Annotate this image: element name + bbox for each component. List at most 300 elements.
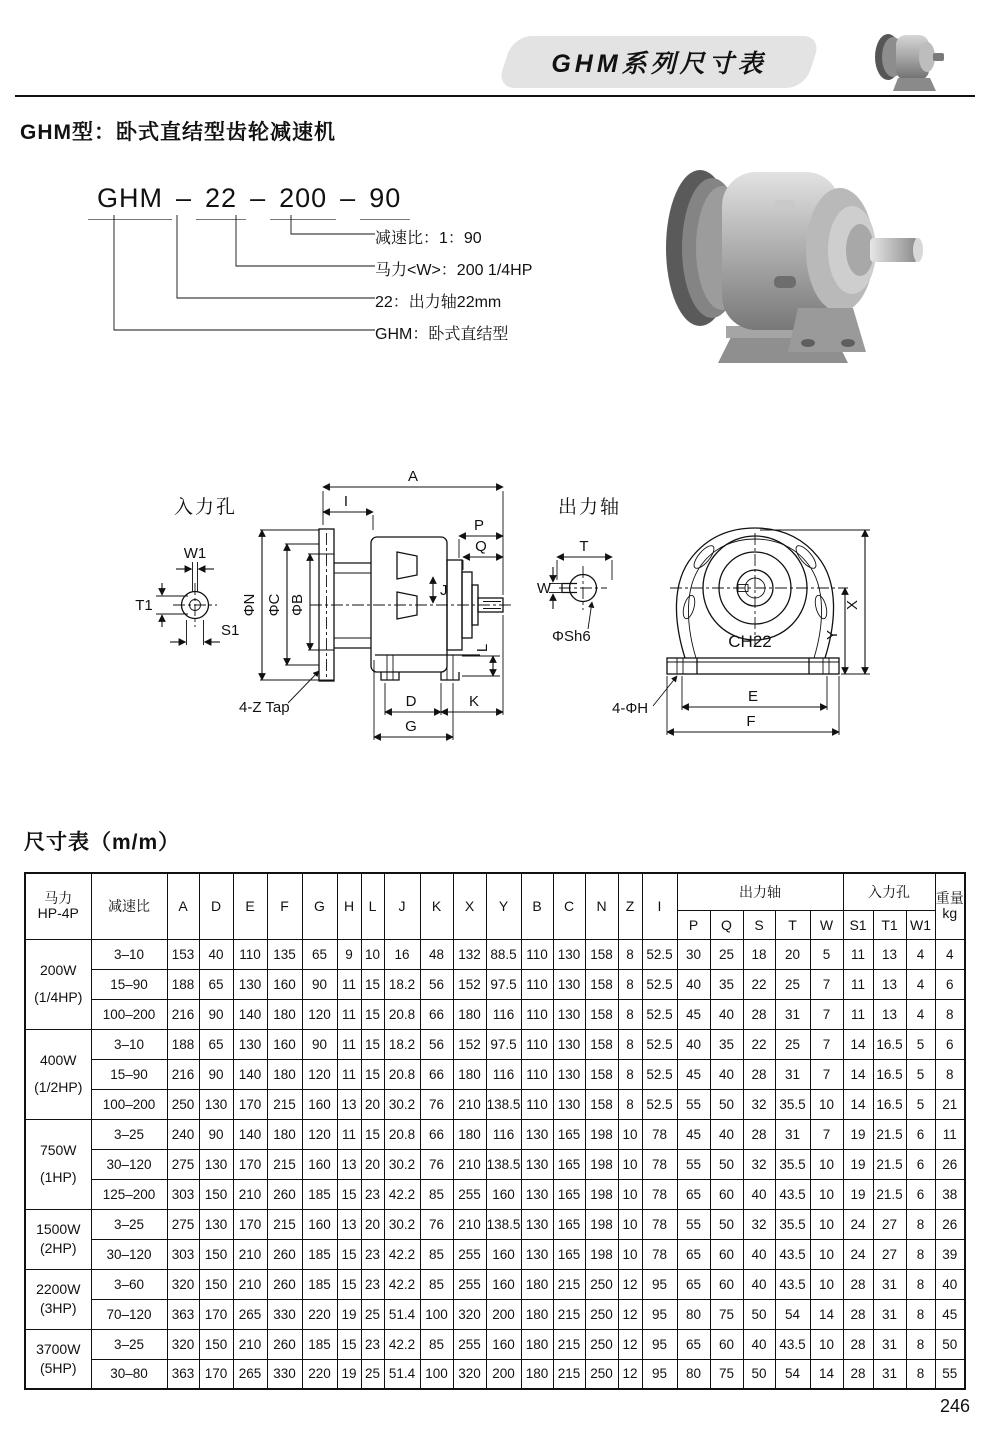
dim-value-cell: 28 (843, 1359, 873, 1389)
dim-value-cell: 10 (810, 1239, 843, 1269)
dim-value-cell: 180 (453, 1119, 486, 1149)
dim-value-cell: 140 (233, 999, 267, 1029)
dim-value-cell: 210 (233, 1239, 267, 1269)
dim-value-cell: 32 (743, 1089, 775, 1119)
ratio-cell: 3–10 (91, 1029, 167, 1059)
dim-value-cell: 130 (521, 1209, 553, 1239)
dim-value-cell: 20 (361, 1149, 384, 1179)
ratio-cell: 3–25 (91, 1119, 167, 1149)
dim-value-cell: 15 (361, 1029, 384, 1059)
dim-value-cell: 25 (361, 1299, 384, 1329)
power-group-cell (25, 1119, 91, 1209)
dim-value-cell: 180 (521, 1359, 553, 1389)
dim-value-cell: 158 (585, 1029, 618, 1059)
dim-value-cell: 130 (521, 1119, 553, 1149)
dim-value-cell: 14 (843, 1059, 873, 1089)
dim-value-cell: 42.2 (384, 1179, 420, 1209)
dim-value-cell: 19 (843, 1149, 873, 1179)
col-header-A: A (167, 873, 199, 939)
col-header-G: G (302, 873, 337, 939)
dim-value-cell: 150 (199, 1239, 233, 1269)
ratio-cell: 3–60 (91, 1269, 167, 1299)
dim-value-cell: 45 (677, 1119, 710, 1149)
dim-value-cell: 78 (642, 1209, 677, 1239)
dim-value-cell: 8 (618, 1029, 642, 1059)
power-label: 1500W (36, 1221, 81, 1237)
power-header-line2: HP-4P (37, 905, 79, 922)
dim-value-cell: 10 (618, 1119, 642, 1149)
dim-value-cell: 8 (618, 999, 642, 1029)
dim-value-cell: 75 (710, 1299, 743, 1329)
dim-value-cell: 160 (302, 1209, 337, 1239)
hp-label: (1/4HP) (34, 989, 83, 1005)
dim-value-cell: 7 (810, 1059, 843, 1089)
col-header-ratio: 减速比 (91, 873, 167, 939)
dim-value-cell: 11 (843, 939, 873, 969)
dim-value-cell: 42.2 (384, 1269, 420, 1299)
dim-value-cell: 260 (267, 1179, 302, 1209)
dim-value-cell: 180 (453, 1059, 486, 1089)
col-header-W: W (810, 910, 843, 939)
dim-value-cell: 12 (618, 1269, 642, 1299)
dim-value-cell: 130 (553, 999, 585, 1029)
dim-value-cell: 95 (642, 1329, 677, 1359)
dim-value-cell: 210 (233, 1329, 267, 1359)
dim-value-cell: 260 (267, 1239, 302, 1269)
dim-value-cell: 31 (873, 1269, 906, 1299)
dim-value-cell: 158 (585, 999, 618, 1029)
dim-value-cell: 120 (302, 1119, 337, 1149)
dim-value-cell: 40 (677, 969, 710, 999)
dim-value-cell: 116 (486, 1059, 521, 1089)
dim-value-cell: 10 (810, 1149, 843, 1179)
dim-value-cell: 135 (267, 939, 302, 969)
dim-value-cell: 363 (167, 1299, 199, 1329)
dim-value-cell: 250 (585, 1329, 618, 1359)
header-product-icon (870, 24, 948, 94)
dim-value-cell: 97.5 (486, 1029, 521, 1059)
header-divider (15, 95, 975, 97)
table-row (25, 1179, 965, 1209)
dim-value-cell: 25 (710, 939, 743, 969)
col-header-F: F (267, 873, 302, 939)
dim-q-label: Q (475, 538, 487, 555)
dim-value-cell: 303 (167, 1239, 199, 1269)
dim-value-cell: 158 (585, 939, 618, 969)
dim-value-cell: 16.5 (873, 1029, 906, 1059)
dim-value-cell: 43.5 (775, 1329, 810, 1359)
dim-w-label: W (536, 580, 552, 597)
dim-value-cell: 52.5 (642, 999, 677, 1029)
dim-value-cell: 30 (677, 939, 710, 969)
model-part-shaft: 22 (196, 183, 246, 220)
dim-value-cell: 10 (618, 1239, 642, 1269)
dim-phic-label: ΦC (266, 593, 283, 617)
dim-value-cell: 8 (618, 939, 642, 969)
col-header-S: S (743, 910, 775, 939)
dim-value-cell: 265 (233, 1359, 267, 1389)
dim-value-cell: 85 (420, 1269, 453, 1299)
power-label: 3700W (36, 1340, 81, 1357)
col-header-X: X (453, 873, 486, 939)
dim-value-cell: 160 (267, 1029, 302, 1059)
dim-value-cell: 320 (167, 1329, 199, 1359)
hp-label: (1HP) (39, 1169, 77, 1185)
dim-value-cell: 363 (167, 1359, 199, 1389)
dim-value-cell: 11 (337, 1059, 361, 1089)
dim-value-cell: 5 (906, 1059, 935, 1089)
power-header-line1: 马力 (44, 890, 73, 907)
dim-value-cell: 18.2 (384, 969, 420, 999)
dim-value-cell: 40 (743, 1179, 775, 1209)
dim-value-cell: 43.5 (775, 1179, 810, 1209)
dim-value-cell: 15 (337, 1179, 361, 1209)
dim-value-cell: 23 (361, 1269, 384, 1299)
dim-value-cell: 188 (167, 1029, 199, 1059)
dim-k-label: K (468, 693, 480, 710)
dim-value-cell: 110 (521, 939, 553, 969)
dim-value-cell: 180 (267, 1059, 302, 1089)
dim-g-label: G (405, 718, 417, 735)
dim-phin-label: ΦN (241, 593, 258, 617)
col-header-power (25, 873, 91, 939)
dim-value-cell: 5 (906, 1089, 935, 1119)
dim-value-cell: 28 (743, 1059, 775, 1089)
dim-value-cell: 20 (361, 1209, 384, 1239)
dim-value-cell: 220 (302, 1299, 337, 1329)
table-row (25, 969, 965, 999)
dim-value-cell: 165 (553, 1239, 585, 1269)
dim-value-cell: 40 (743, 1239, 775, 1269)
table-row (25, 1089, 965, 1119)
col-header-S1: S1 (843, 910, 873, 939)
dim-value-cell: 85 (420, 1329, 453, 1359)
dim-s1-label: S1 (221, 622, 240, 639)
col-header-B: B (521, 873, 553, 939)
table-row (25, 1269, 965, 1299)
front-view-drawing (537, 496, 870, 735)
power-group-cell (25, 939, 91, 1029)
dim-value-cell: 198 (585, 1209, 618, 1239)
table-row (25, 939, 965, 969)
dim-value-cell: 10 (810, 1089, 843, 1119)
dim-value-cell: 130 (553, 1029, 585, 1059)
dim-value-cell: 215 (553, 1299, 585, 1329)
dim-value-cell: 24 (843, 1239, 873, 1269)
dim-value-cell: 5 (906, 1029, 935, 1059)
ratio-cell: 30–120 (91, 1239, 167, 1269)
dim-value-cell: 130 (521, 1179, 553, 1209)
dim-value-cell: 140 (233, 1119, 267, 1149)
dim-value-cell: 152 (453, 969, 486, 999)
hp-label: (2HP) (39, 1240, 77, 1256)
dim-value-cell: 65 (199, 969, 233, 999)
dim-value-cell: 116 (486, 1119, 521, 1149)
dim-value-cell: 216 (167, 1059, 199, 1089)
dim-value-cell: 200 (486, 1359, 521, 1389)
dim-value-cell: 13 (337, 1089, 361, 1119)
dim-value-cell: 11 (843, 999, 873, 1029)
dim-value-cell: 11 (935, 1119, 965, 1149)
table-row (25, 1119, 965, 1149)
dim-value-cell: 4 (906, 999, 935, 1029)
dim-value-cell: 55 (677, 1149, 710, 1179)
dim-value-cell: 255 (453, 1269, 486, 1299)
dim-value-cell: 24 (843, 1209, 873, 1239)
dim-value-cell: 250 (585, 1269, 618, 1299)
dim-value-cell: 15 (337, 1329, 361, 1359)
section-title: GHM型：卧式直结型齿轮减速机 (20, 121, 336, 144)
dim-value-cell: 55 (677, 1209, 710, 1239)
dim-value-cell: 50 (710, 1089, 743, 1119)
dim-value-cell: 38 (935, 1179, 965, 1209)
dim-value-cell: 8 (935, 1059, 965, 1089)
dim-value-cell: 8 (906, 1299, 935, 1329)
dim-value-cell: 80 (677, 1299, 710, 1329)
table-row (25, 1299, 965, 1329)
dim-value-cell: 20 (775, 939, 810, 969)
dim-value-cell: 11 (843, 969, 873, 999)
table-row (25, 999, 965, 1029)
dim-value-cell: 255 (453, 1239, 486, 1269)
col-header-W1: W1 (906, 910, 935, 939)
dim-value-cell: 120 (302, 999, 337, 1029)
dim-t1-label: T1 (135, 597, 153, 614)
dim-value-cell: 185 (302, 1239, 337, 1269)
dim-value-cell: 6 (906, 1179, 935, 1209)
ratio-cell: 100–200 (91, 1089, 167, 1119)
dim-value-cell: 4 (906, 939, 935, 969)
dim-value-cell: 215 (267, 1209, 302, 1239)
dim-value-cell: 13 (337, 1149, 361, 1179)
dim-value-cell: 170 (233, 1149, 267, 1179)
ratio-cell: 125–200 (91, 1179, 167, 1209)
dim-value-cell: 180 (521, 1269, 553, 1299)
dim-value-cell: 30.2 (384, 1089, 420, 1119)
dim-value-cell: 35 (710, 969, 743, 999)
dim-value-cell: 76 (420, 1089, 453, 1119)
dim-w1-label: W1 (183, 545, 207, 562)
dim-value-cell: 7 (810, 1119, 843, 1149)
dim-value-cell: 8 (618, 1059, 642, 1089)
dim-value-cell: 65 (677, 1269, 710, 1299)
dim-value-cell: 28 (843, 1269, 873, 1299)
dim-value-cell: 100 (420, 1299, 453, 1329)
output-shaft-title: 出力轴 (558, 497, 622, 518)
dim-value-cell: 130 (199, 1149, 233, 1179)
dim-value-cell: 140 (233, 1059, 267, 1089)
dim-value-cell: 260 (267, 1329, 302, 1359)
power-label: 200W (39, 962, 77, 978)
dim-value-cell: 90 (302, 969, 337, 999)
ratio-cell: 3–25 (91, 1329, 167, 1359)
dim-value-cell: 158 (585, 1089, 618, 1119)
dim-value-cell: 65 (199, 1029, 233, 1059)
dim-value-cell: 10 (618, 1209, 642, 1239)
dim-value-cell: 15 (361, 1119, 384, 1149)
model-dash: – (340, 183, 357, 213)
dim-value-cell: 11 (337, 999, 361, 1029)
dim-value-cell: 52.5 (642, 1029, 677, 1059)
dim-value-cell: 250 (585, 1299, 618, 1329)
power-label: 2200W (36, 1281, 81, 1297)
dim-value-cell: 110 (521, 999, 553, 1029)
dim-value-cell: 88.5 (486, 939, 521, 969)
dim-value-cell: 10 (618, 1179, 642, 1209)
dim-value-cell: 14 (810, 1299, 843, 1329)
ratio-cell: 30–80 (91, 1359, 167, 1389)
dim-value-cell: 11 (337, 969, 361, 999)
dim-value-cell: 110 (521, 969, 553, 999)
dim-value-cell: 97.5 (486, 969, 521, 999)
dim-value-cell: 95 (642, 1299, 677, 1329)
dim-value-cell: 39 (935, 1239, 965, 1269)
dim-value-cell: 8 (906, 1239, 935, 1269)
dim-value-cell: 31 (873, 1299, 906, 1329)
dim-value-cell: 8 (618, 969, 642, 999)
dim-value-cell: 188 (167, 969, 199, 999)
dim-value-cell: 116 (486, 999, 521, 1029)
page-title: GHM系列尺寸表 (551, 50, 767, 78)
dim-value-cell: 130 (199, 1209, 233, 1239)
dim-value-cell: 28 (843, 1329, 873, 1359)
power-group-cell (25, 1329, 91, 1389)
col-header-weight (935, 873, 965, 939)
table-row (25, 1029, 965, 1059)
page-number: 246 (939, 1396, 970, 1416)
dim-value-cell: 120 (302, 1059, 337, 1089)
dim-value-cell: 95 (642, 1269, 677, 1299)
ratio-cell: 70–120 (91, 1299, 167, 1329)
dim-value-cell: 7 (810, 999, 843, 1029)
dim-value-cell: 18 (743, 939, 775, 969)
dim-value-cell: 198 (585, 1179, 618, 1209)
dim-value-cell: 65 (677, 1329, 710, 1359)
dim-value-cell: 158 (585, 1059, 618, 1089)
dim-value-cell: 15 (337, 1269, 361, 1299)
dim-value-cell: 42.2 (384, 1239, 420, 1269)
dim-value-cell: 210 (233, 1269, 267, 1299)
dimension-table-body (25, 939, 965, 1389)
dim-value-cell: 30.2 (384, 1209, 420, 1239)
model-dash: – (250, 183, 267, 213)
dim-value-cell: 130 (233, 969, 267, 999)
dim-value-cell: 28 (743, 1119, 775, 1149)
dim-value-cell: 100 (420, 1359, 453, 1389)
dim-value-cell: 60 (710, 1179, 743, 1209)
dim-value-cell: 78 (642, 1239, 677, 1269)
dim-value-cell: 165 (553, 1119, 585, 1149)
dim-value-cell: 65 (302, 939, 337, 969)
dim-value-cell: 320 (453, 1359, 486, 1389)
dim-value-cell: 10 (810, 1179, 843, 1209)
col-header-K: K (420, 873, 453, 939)
dim-value-cell: 75 (710, 1359, 743, 1389)
dim-value-cell: 160 (302, 1089, 337, 1119)
model-part-series: GHM (88, 183, 172, 220)
power-label: 750W (39, 1142, 77, 1158)
col-header-I: I (642, 873, 677, 939)
dim-value-cell: 60 (710, 1239, 743, 1269)
dim-value-cell: 198 (585, 1149, 618, 1179)
dim-value-cell: 160 (486, 1179, 521, 1209)
callout-power: 马力<W>：200 1/4HP (375, 262, 533, 279)
dim-value-cell: 150 (199, 1269, 233, 1299)
dim-value-cell: 132 (453, 939, 486, 969)
dim-value-cell: 9 (337, 939, 361, 969)
dim-value-cell: 255 (453, 1329, 486, 1359)
dim-value-cell: 22 (743, 1029, 775, 1059)
dim-value-cell: 180 (267, 1119, 302, 1149)
technical-drawings (100, 455, 980, 755)
dim-value-cell: 52.5 (642, 939, 677, 969)
dim-value-cell: 10 (361, 939, 384, 969)
dim-value-cell: 185 (302, 1269, 337, 1299)
housing-model-label: CH22 (728, 632, 772, 651)
dim-value-cell: 35 (710, 1029, 743, 1059)
dim-value-cell: 130 (233, 1029, 267, 1059)
product-photo (648, 138, 978, 376)
model-part-ratio: 90 (360, 183, 410, 220)
dim-value-cell: 6 (906, 1149, 935, 1179)
dim-value-cell: 20 (361, 1089, 384, 1119)
dim-value-cell: 51.4 (384, 1359, 420, 1389)
dim-value-cell: 6 (935, 1029, 965, 1059)
dim-value-cell: 210 (453, 1089, 486, 1119)
callout-ratio: 减速比：1：90 (375, 230, 482, 247)
dim-value-cell: 138.5 (486, 1209, 521, 1239)
dim-value-cell: 16 (384, 939, 420, 969)
dim-value-cell: 16.5 (873, 1059, 906, 1089)
dim-value-cell: 23 (361, 1239, 384, 1269)
weight-header-line1: 重量 (935, 890, 964, 907)
dim-value-cell: 31 (873, 1359, 906, 1389)
col-header-C: C (553, 873, 585, 939)
dim-value-cell: 19 (337, 1299, 361, 1329)
dim-value-cell: 5 (810, 939, 843, 969)
dim-value-cell: 90 (199, 999, 233, 1029)
dim-value-cell: 27 (873, 1239, 906, 1269)
dim-value-cell: 130 (553, 969, 585, 999)
dim-value-cell: 50 (710, 1209, 743, 1239)
dim-value-cell: 18.2 (384, 1029, 420, 1059)
dim-value-cell: 15 (361, 969, 384, 999)
dim-value-cell: 185 (302, 1329, 337, 1359)
callout-series: GHM：卧式直结型 (375, 326, 509, 343)
dim-value-cell: 40 (935, 1269, 965, 1299)
dim-value-cell: 240 (167, 1119, 199, 1149)
dim-value-cell: 31 (775, 999, 810, 1029)
dim-value-cell: 31 (873, 1329, 906, 1359)
dim-value-cell: 255 (453, 1179, 486, 1209)
dim-value-cell: 15 (361, 1059, 384, 1089)
dim-value-cell: 12 (618, 1329, 642, 1359)
dim-value-cell: 32 (743, 1209, 775, 1239)
dim-value-cell: 13 (873, 999, 906, 1029)
dim-value-cell: 15 (361, 999, 384, 1029)
table-title: 尺寸表（m/m） (24, 831, 181, 854)
dim-value-cell: 52.5 (642, 1059, 677, 1089)
dim-value-cell: 198 (585, 1119, 618, 1149)
dim-value-cell: 330 (267, 1299, 302, 1329)
dim-value-cell: 95 (642, 1359, 677, 1389)
dim-value-cell: 19 (843, 1179, 873, 1209)
dim-value-cell: 250 (167, 1089, 199, 1119)
dim-value-cell: 28 (843, 1299, 873, 1329)
dim-value-cell: 165 (553, 1209, 585, 1239)
dim-value-cell: 138.5 (486, 1149, 521, 1179)
dim-value-cell: 160 (486, 1269, 521, 1299)
